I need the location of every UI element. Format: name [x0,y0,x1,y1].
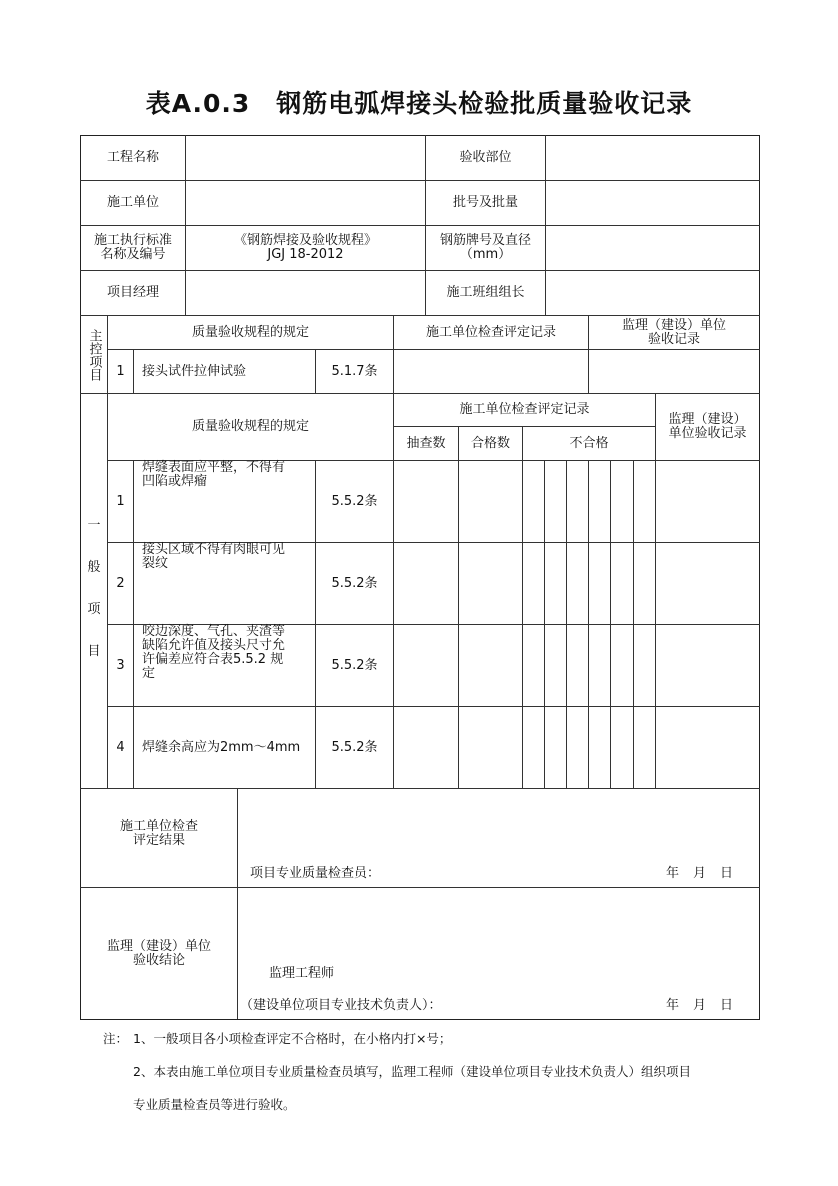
main-item-supervisor-record[interactable] [589,350,759,393]
general-contractor-header: 施工单位检查评定记录 [459,402,590,417]
construction-unit-field[interactable] [186,181,425,225]
conclusion-label-line2: 验收结论 [132,952,185,968]
team-leader-field[interactable] [546,271,759,315]
general-item-desc [134,543,315,624]
general-item-clause: 5.5.2条 [331,657,378,673]
rebar-label [426,226,545,270]
general-item-no: 2 [116,575,125,591]
desc-line: 咬边深度、气孔、夹渣等 [142,624,286,639]
sample-count-header: 抽查数 [406,435,446,451]
standard-value-line2: JGJ 18-2012 [267,247,344,262]
standard-value [186,226,425,270]
form-code: 表A.0.3 [145,89,251,118]
desc-line: 裂纹 [142,556,169,571]
border-bottom [80,1019,760,1020]
conclusion-month: 月 [693,998,707,1013]
desc-line: 定 [142,666,156,681]
main-item-desc: 接头试件拉伸试验 [142,363,247,379]
engineer-label: 监理工程师 [269,966,335,981]
note-1: 1、一般项目各小项检查评定不合格时，在小格内打×号； [133,1031,452,1046]
batch-label: 批号及批量 [452,195,518,210]
batch-field[interactable] [546,181,759,225]
form-name: 钢筋电弧焊接头检验批质量验收记录 [276,89,693,118]
main-spec-header: 质量验收规程的规定 [191,324,309,340]
general-supervisor-header-line2: 单位验收记录 [668,426,747,441]
fail-header: 不合格 [569,435,609,451]
page-title [0,84,838,120]
general-label-char: 项 [87,602,101,617]
acceptance-part-label: 验收部位 [459,150,512,165]
desc-line: 接头区域不得有肉眼可见 [142,542,286,557]
general-item-desc: 焊缝余高应为2mm～4mm [142,739,301,755]
result-day: 日 [720,866,734,881]
general-supervisor-header-line1: 监理（建设） [668,412,747,427]
general-item-clause: 5.5.2条 [331,493,378,509]
general-label-char: 一 [87,518,101,533]
note-2: 2、本表由施工单位项目专业质量检查员填写，监理工程师（建设单位项目专业技术负责人）组织项目 [133,1064,691,1079]
result-label [81,789,237,887]
notes-prefix: 注： [103,1031,129,1046]
result-label-line1: 施工单位检查 [119,819,198,834]
desc-line: 凹陷或焊瘤 [142,474,208,489]
result-label-line2: 评定结果 [132,833,185,848]
desc-line: 许偏差应符合表5.5.2 规 [142,652,284,667]
main-item-clause: 5.1.7条 [331,363,378,379]
manager-label: 项目经理 [106,285,159,300]
project-name-field[interactable] [186,136,425,180]
conclusion-day: 日 [720,998,734,1013]
conclusion-year: 年 [666,998,680,1013]
conclusion-label [81,888,237,1019]
divider [522,426,523,788]
desc-line: 焊缝表面应平整，不得有 [142,460,286,475]
rebar-label-line2: （mm） [459,247,512,262]
project-name-label: 工程名称 [106,150,159,165]
general-item-no: 3 [116,657,125,673]
divider [237,788,238,1019]
general-item-desc [134,625,315,706]
rebar-label-line1: 钢筋牌号及直径 [439,233,531,248]
general-item-clause: 5.5.2条 [331,575,378,591]
main-supervisor-header [589,316,759,349]
main-item-contractor-record[interactable] [394,350,588,393]
general-label-char: 目 [87,644,101,659]
divider [458,426,459,788]
general-supervisor-header [656,394,759,460]
main-item-no: 1 [116,363,125,379]
result-year: 年 [666,866,680,881]
inspector-label: 项目专业质量检查员： [250,866,381,881]
note-3: 专业质量检查员等进行验收。 [133,1097,296,1112]
conclusion-label-line1: 监理（建设）单位 [106,938,211,954]
general-spec-header: 质量验收规程的规定 [191,419,309,434]
pass-count-header: 合格数 [470,435,510,451]
result-month: 月 [693,866,707,881]
rebar-field[interactable] [546,226,759,270]
standard-label-line2: 名称及编号 [100,247,166,262]
general-item-clause: 5.5.2条 [331,739,378,755]
main-supervisor-header-line1: 监理（建设）单位 [621,317,726,333]
desc-line: 缺陷允许值及接头尺寸允 [142,638,286,653]
standard-label-line1: 施工执行标准 [93,233,172,248]
manager-field[interactable] [186,271,425,315]
general-item-no: 4 [116,739,125,755]
general-section-label [81,394,107,788]
main-control-section-label: 主控项目 [86,328,102,381]
standard-value-line1: 《钢筋焊接及验收规程》 [233,233,377,248]
general-label-char: 般 [87,560,101,575]
main-contractor-header: 施工单位检查评定记录 [425,324,556,340]
acceptance-part-field[interactable] [546,136,759,180]
standard-label [81,226,185,270]
team-leader-label: 施工班组组长 [446,285,525,300]
main-supervisor-header-line2: 验收记录 [647,331,700,347]
general-item-no: 1 [116,493,125,509]
responsible-label: （建设单位项目专业技术负责人）： [240,998,442,1013]
construction-unit-label: 施工单位 [106,195,159,210]
general-item-desc [134,461,315,542]
